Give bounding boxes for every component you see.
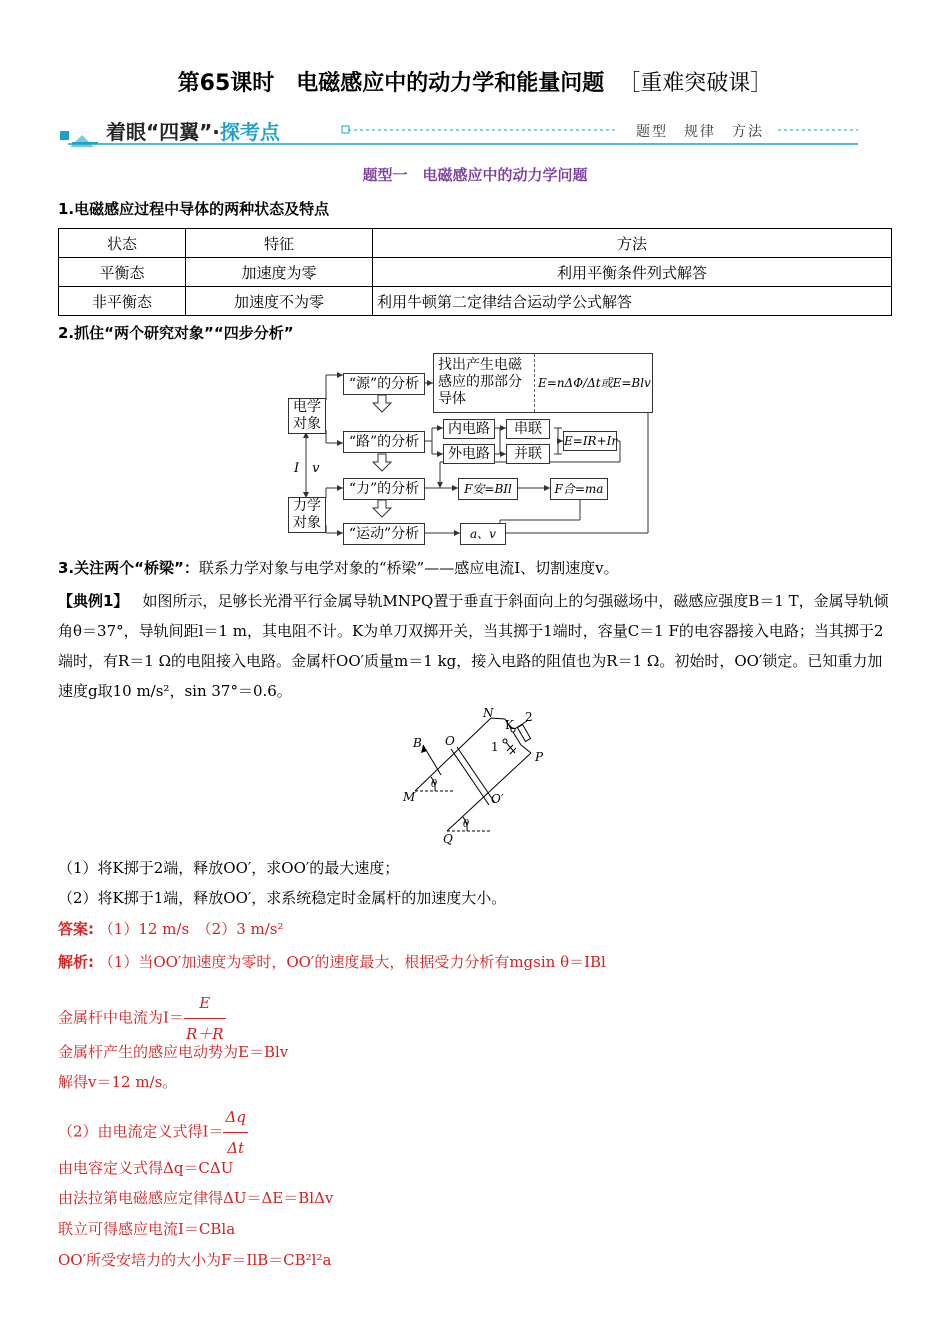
heading-3: 3.关注两个“桥梁”：联系力学对象与电学对象的“桥梁”——感应电流I、切割速度v。 (58, 559, 619, 577)
title-sub: ［重难突破课］ (618, 71, 773, 96)
box-mech-obj: 力学对象 (288, 497, 326, 533)
svg-text:2: 2 (525, 710, 533, 724)
banner-right: 题型 规律 方法 (636, 124, 764, 140)
rail-figure (395, 705, 565, 855)
analysis-line-2: 金属杆中电流为I＝ $\frac{E}{R+R}$ (58, 988, 226, 1049)
analysis-line-4: 解得v＝12 m/s。 (58, 1073, 178, 1091)
svg-text:O′: O′ (491, 792, 504, 806)
box-av: a、v (460, 523, 506, 545)
svg-text:θ: θ (431, 779, 438, 790)
question-2: （2）将K掷于1端，释放OO′，求系统稳定时金属杆的加速度大小。 (58, 889, 507, 907)
analysis-line-3: 金属杆产生的感应电动势为E＝Blv (58, 1043, 289, 1061)
box-find: 找出产生电磁感应的那部分导体 E=nΔΦ/Δt或E=Blv (433, 353, 653, 413)
analysis-line-5: （2）由电流定义式得I＝ $\frac{\Delta q}{\Delta t}$ (58, 1102, 248, 1163)
section-title: 题型一 电磁感应中的动力学问题 (362, 166, 588, 184)
table-row: 非平衡态 加速度不为零 利用牛顿第二定律结合运动学公式解答 (59, 287, 892, 316)
table-header: 状态 (59, 229, 186, 258)
box-parallel: 并联 (506, 444, 550, 464)
box-force: “力”的分析 (343, 478, 425, 500)
heading-1: 1.电磁感应过程中导体的两种状态及特点 (58, 200, 330, 218)
analysis-line-1: 解析: （1）当OO′加速度为零时，OO′的速度最大，根据受力分析有mgsin θ＝IBl (58, 953, 606, 971)
box-series: 串联 (506, 419, 550, 439)
box-source: “源”的分析 (343, 373, 425, 395)
box-inner: 内电路 (443, 419, 495, 439)
state-table (58, 228, 892, 316)
svg-text:B: B (413, 736, 422, 750)
example-tag: 【典例1】 (58, 592, 129, 610)
formula-emf: E=nΔΦ/Δt或E=Blv (538, 376, 651, 390)
table-header: 特征 (186, 229, 373, 258)
table-header: 方法 (373, 229, 892, 258)
answer: 答案: （1）12 m/s （2）3 m/s² (58, 920, 284, 938)
box-motion: “运动”分析 (343, 523, 425, 545)
svg-text:Q: Q (443, 832, 453, 846)
svg-text:O: O (445, 734, 455, 748)
svg-text:K: K (505, 718, 514, 732)
box-ampere: F安=BIl (458, 478, 518, 500)
box-ohm: E=IR+Ir (563, 431, 617, 451)
svg-text:θ: θ (463, 819, 470, 830)
analysis-line-6: 由电容定义式得Δq＝CΔU (58, 1159, 234, 1177)
heading-2: 2.抓住“两个研究对象”“四步分析” (58, 324, 294, 342)
title-main: 第65课时 电磁感应中的动力学和能量问题 (177, 71, 605, 96)
example-paragraph: 【典例1】 如图所示，足够长光滑平行金属导轨MNPQ置于垂直于斜面向上的匀强磁场中，磁感应强度B＝1 T，金属导轨倾角θ＝37°，导轨间距l＝1 m，其电阻不计。K为单刀双掷开关，当其掷于1端时，容量C＝1 F的电容器接入电路；当其掷于2端时，有R＝1 Ω的电阻接入电路。金属杆OO′质量m＝1 kg，接入电路的阻值也为R＝1 Ω。初始时，OO′锁定。已知重力加速度g取10 m/s²，sin 37°＝0.6。 (58, 592, 889, 700)
label-iv: I v (294, 461, 320, 476)
table-row: 平衡态 加速度为零 利用平衡条件列式解答 (59, 258, 892, 287)
analysis-line-7: 由法拉第电磁感应定律得ΔU＝ΔE＝BlΔv (58, 1189, 334, 1207)
svg-text:M: M (403, 790, 416, 804)
box-outer: 外电路 (443, 444, 495, 464)
box-elec-obj: 电学对象 (288, 398, 326, 434)
box-net: F合=ma (550, 478, 608, 500)
page-title (0, 66, 950, 97)
analysis-line-8: 联立可得感应电流I＝CBla (58, 1220, 236, 1238)
box-circuit: “路”的分析 (343, 431, 425, 453)
svg-text:N: N (483, 706, 494, 720)
question-1: （1）将K掷于2端，释放OO′，求OO′的最大速度； (58, 859, 400, 877)
svg-text:P: P (535, 750, 544, 764)
banner-heading: 着眼“四翼”·探考点 (106, 120, 280, 144)
analysis-line-9: OO′所受安培力的大小为F＝IlB＝CB²l²a (58, 1251, 332, 1269)
svg-text:1: 1 (491, 740, 499, 754)
